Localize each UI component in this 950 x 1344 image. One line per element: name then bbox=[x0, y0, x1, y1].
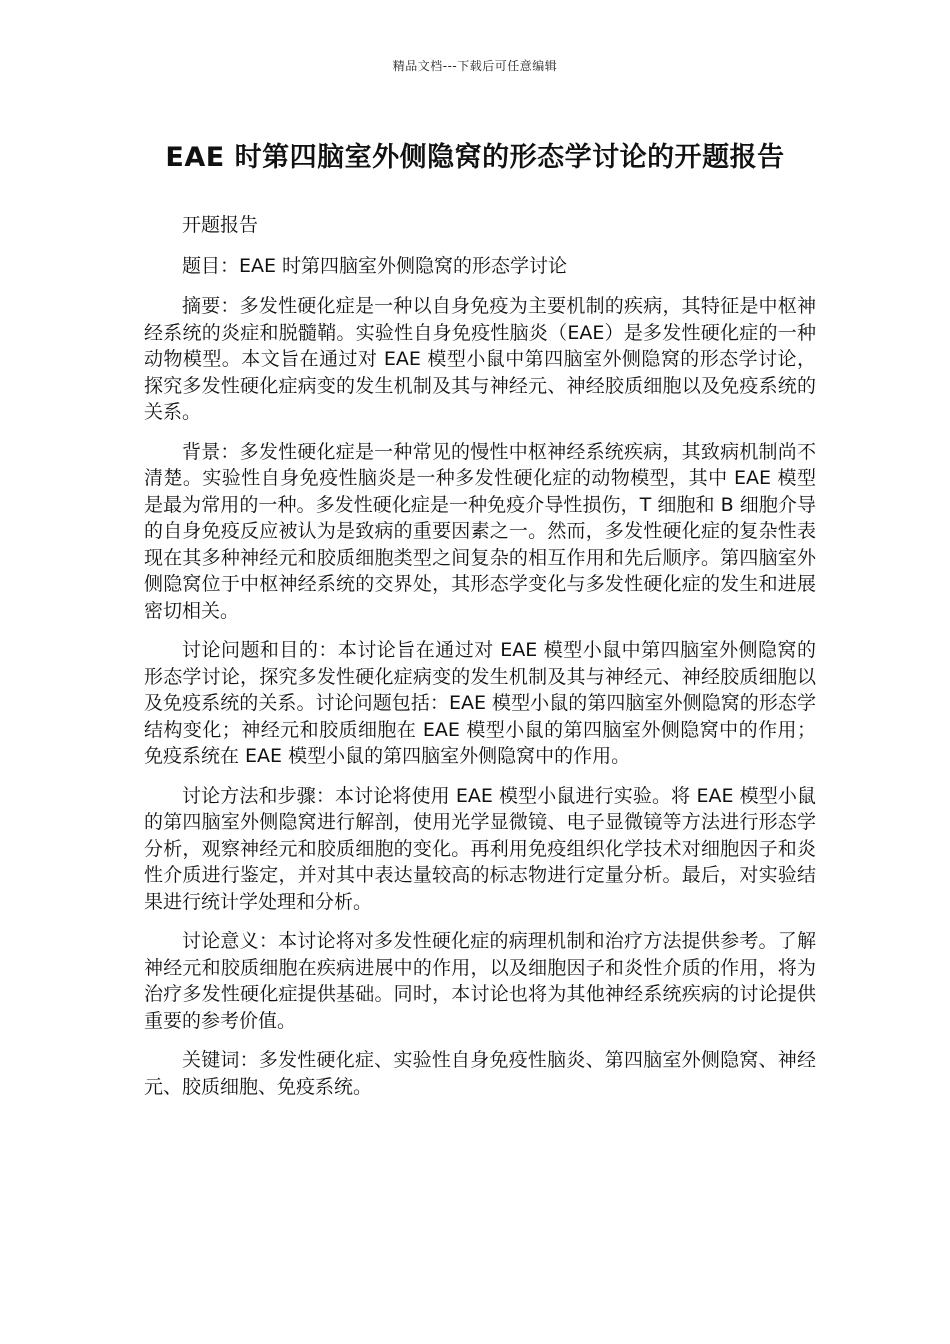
document-body bbox=[144, 212, 816, 1113]
paragraph-keywords: 关键词：多发性硬化症、实验性自身免疫性脑炎、第四脑室外侧隐窝、神经元、胶质细胞、免疫系统。 bbox=[144, 1049, 816, 1098]
document-title: EAE 时第四脑室外侧隐窝的形态学讨论的开题报告 bbox=[165, 142, 785, 173]
paragraph-background: 背景：多发性硬化症是一种常见的慢性中枢神经系统疾病，其致病机制尚不清楚。实验性自身免疫性脑炎是一种多发性硬化症的动物模型，其中 EAE 模型是最为常用的一种。多发性硬化症是一种免疫介导性损伤，T 细胞和 B 细胞介导的自身免疫反应被认为是致病的重要因素之一。然而，多发性硬化症的复杂性表现在其多种神经元和胶质细胞类型之间复杂的相互作用和先后顺序。第四脑室外侧隐窝位于中枢神经系统的交界处，其形态学变化与多发性硬化症的发生和进展密切相关。 bbox=[144, 440, 816, 622]
paragraph-questions-goals: 讨论问题和目的：本讨论旨在通过对 EAE 模型小鼠中第四脑室外侧隐窝的形态学讨论，探究多发性硬化症病变的发生机制及其与神经元、神经胶质细胞以及免疫系统的关系。讨论问题包括：EAE 模型小鼠的第四脑室外侧隐窝的形态学结构变化；神经元和胶质细胞在 EAE 模型小鼠的第四脑室外侧隐窝中的作用；免疫系统在 EAE 模型小鼠的第四脑室外侧隐窝中的作用。 bbox=[144, 639, 816, 767]
page-header-note: 精品文档---下载后可任意编辑 bbox=[392, 59, 558, 73]
paragraph-abstract: 摘要：多发性硬化症是一种以自身免疫为主要机制的疾病，其特征是中枢神经系统的炎症和脱髓鞘。实验性自身免疫性脑炎（EAE）是多发性硬化症的一种动物模型。本文旨在通过对 EAE 模型小鼠中第四脑室外侧隐窝的形态学讨论，探究多发性硬化症病变的发生机制及其与神经元、神经胶质细胞以及免疫系统的关系。 bbox=[144, 295, 816, 423]
paragraph-topic: 题目：EAE 时第四脑室外侧隐窝的形态学讨论 bbox=[182, 254, 568, 277]
paragraph-report-label: 开题报告 bbox=[182, 214, 259, 236]
paragraph-significance: 讨论意义：本讨论将对多发性硬化症的病理机制和治疗方法提供参考。了解神经元和胶质细胞在疾病进展中的作用，以及细胞因子和炎性介质的作用，将为治疗多发性硬化症提供基础。同时，本讨论也将为其他神经系统疾病的讨论提供重要的参考价值。 bbox=[144, 930, 816, 1032]
paragraph-methods: 讨论方法和步骤：本讨论将使用 EAE 模型小鼠进行实验。将 EAE 模型小鼠的第四脑室外侧隐窝进行解剖，使用光学显微镜、电子显微镜等方法进行形态学分析，观察神经元和胶质细胞的变化。再利用免疫组织化学技术对细胞因子和炎性介质进行鉴定，并对其中表达量较高的标志物进行定量分析。最后，对实验结果进行统计学处理和分析。 bbox=[144, 784, 816, 913]
